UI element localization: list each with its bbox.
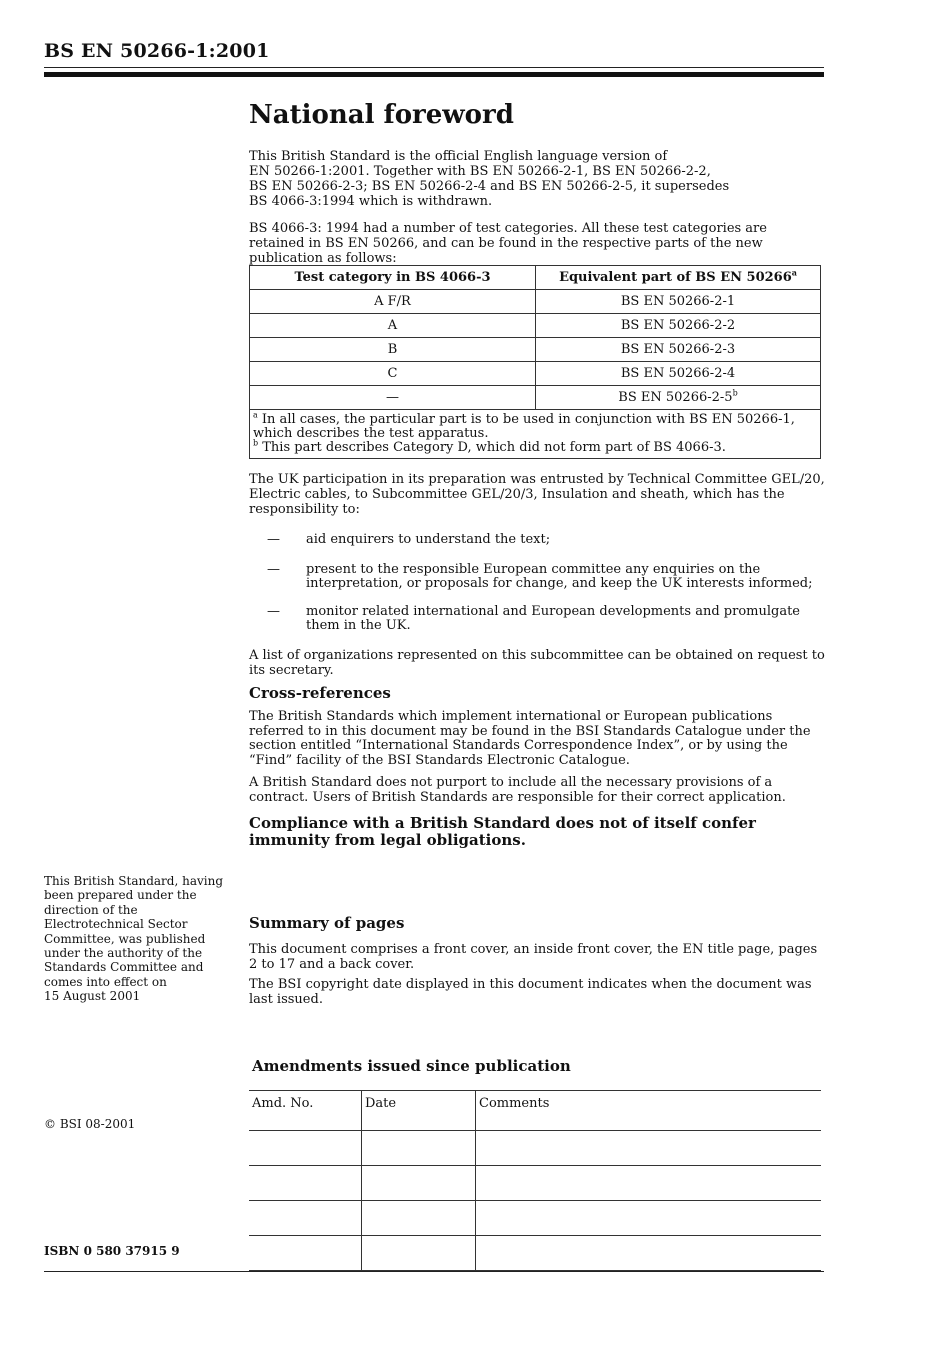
copyright-date-text: The BSI copyright date displayed in this document indicates when the document was last issued. <box>249 977 812 1007</box>
table-row <box>249 1201 821 1236</box>
sidebar-line: Committee, was published <box>44 931 206 946</box>
table-row <box>250 386 821 410</box>
table-row <box>249 1131 821 1166</box>
table-cell <box>362 1201 476 1236</box>
intro-line: EN 50266-1:2001. Together with BS EN 50266-2-1, BS EN 50266-2-2, <box>249 164 711 179</box>
table-cell: BS EN 50266-2-4 <box>536 362 821 386</box>
table-cell: BS EN 50266-2-3 <box>536 338 821 362</box>
table-cell <box>249 1131 362 1166</box>
sidebar-line: been prepared under the <box>44 888 197 903</box>
summary-text: This document comprises a front cover, an inside front cover, the EN title page, pages 2 to 17 and a back cover. <box>249 942 818 972</box>
list-item-text: monitor related international and European developments and promulgate them in the UK. <box>306 604 800 633</box>
category-table <box>249 265 821 459</box>
test-categories-text: BS 4066-3: 1994 had a number of test categories. All these test categories are retained in BS EN 50266, and can be found in the respective parts of the new publication as follows: <box>249 221 767 266</box>
table-notes-row <box>250 410 821 459</box>
list-item-text: aid enquirers to understand the text; <box>306 532 551 547</box>
table-cell <box>362 1166 476 1201</box>
page-title: National foreword <box>249 100 514 130</box>
dash-bullet: — <box>267 532 280 547</box>
sidebar-line: comes into effect on <box>44 974 167 989</box>
summary-paragraph <box>249 943 825 972</box>
table-header-cell: Date <box>362 1091 476 1131</box>
dash-bullet: — <box>267 562 280 577</box>
table-cell <box>362 1131 476 1166</box>
table-cell: — <box>250 386 536 410</box>
table-cell <box>249 1166 362 1201</box>
footer-rule <box>44 1271 824 1272</box>
table-row <box>250 314 821 338</box>
table-cell: A <box>250 314 536 338</box>
copyright-date-paragraph <box>249 978 825 1007</box>
table-row <box>250 290 821 314</box>
isbn: ISBN 0 580 37915 9 <box>44 1244 180 1258</box>
dash-bullet: — <box>267 604 280 619</box>
list-item <box>267 533 823 547</box>
table-cell: A F/R <box>250 290 536 314</box>
table-cell <box>476 1236 822 1271</box>
amendments-table <box>249 1090 821 1271</box>
compliance-statement: Compliance with a British Standard does not of itself confer immunity from legal obligations. <box>249 814 756 849</box>
footnote-mark: b <box>732 388 738 398</box>
sidebar-note <box>44 874 229 1004</box>
table-cell <box>362 1236 476 1271</box>
sidebar-line: Electrotechnical Sector <box>44 917 188 932</box>
table-header-cell: Test category in BS 4066-3 <box>250 266 536 290</box>
table-row <box>250 338 821 362</box>
table-row <box>249 1166 821 1201</box>
table-header-cell: Amd. No. <box>249 1091 362 1131</box>
header-rule-thin <box>44 67 824 68</box>
table-row <box>250 362 821 386</box>
sidebar-line: direction of the <box>44 902 138 917</box>
provisions-text: A British Standard does not purport to include all the necessary provisions of a contract. Users of British Standards are responsible for their correct application. <box>249 775 786 805</box>
cross-references-heading: Cross-references <box>249 684 391 702</box>
test-categories-paragraph <box>249 221 825 266</box>
cross-references-paragraph <box>249 710 825 768</box>
list-item <box>267 563 823 591</box>
table-cell <box>476 1131 822 1166</box>
table-notes <box>250 410 821 459</box>
header-rule-thick <box>44 72 824 77</box>
sidebar-line: 15 August 2001 <box>44 989 141 1004</box>
copyright-notice: © BSI 08-2001 <box>44 1117 136 1131</box>
summary-heading: Summary of pages <box>249 914 405 932</box>
provisions-paragraph <box>249 776 825 805</box>
sidebar-line: This British Standard, having <box>44 874 224 888</box>
table-cell <box>249 1236 362 1271</box>
participation-paragraph <box>249 472 825 517</box>
table-cell <box>249 1201 362 1236</box>
table-cell <box>476 1201 822 1236</box>
table-note: $^b$ This part describes Category D, which did not form part of BS 4066-3. <box>253 438 726 455</box>
table-cell: BS EN 50266-2-2 <box>536 314 821 338</box>
table-header-cell: Equivalent part of BS EN 50266$^a$ <box>536 266 821 290</box>
table-cell: C <box>250 362 536 386</box>
document-number: BS EN 50266-1:2001 <box>44 40 270 62</box>
table-cell <box>476 1166 822 1201</box>
table-note: $^a$ In all cases, the particular part is to be used in conjunction with BS EN 50266-1, which describes the test apparatus. <box>253 410 795 441</box>
cross-references-text: The British Standards which implement international or European publications referred to in this document may be found in the BSI Standards Catalogue under the section entitled “International Standards Correspondence Index”, or by using the “Find” facility of the BSI Standards Electronic Catalogue. <box>249 709 811 768</box>
list-item-text: present to the responsible European committee any enquiries on the interpretation, or proposals for change, and keep the UK interests informed; <box>306 562 813 591</box>
table-row <box>249 1236 821 1271</box>
table-header-row <box>249 1091 821 1131</box>
sidebar-line: Standards Committee and <box>44 960 204 975</box>
table-cell: B <box>250 338 536 362</box>
participation-text: The UK participation in its preparation was entrusted by Technical Committee GEL/20, Electric cables, to Subcommittee GEL/20/3, Insulation and sheath, which has the responsibility to: <box>249 472 825 517</box>
table-header-cell: Comments <box>476 1091 822 1131</box>
organizations-paragraph <box>249 648 825 678</box>
list-item <box>267 605 823 633</box>
table-header-row <box>250 266 821 290</box>
intro-paragraph <box>249 149 825 209</box>
intro-line: This British Standard is the official English language version of <box>249 149 668 164</box>
table-cell: BS EN 50266-2-1 <box>536 290 821 314</box>
table-cell: BS EN 50266-2-5$^b$ <box>536 386 821 410</box>
sidebar-line: under the authority of the <box>44 946 203 961</box>
amendments-heading: Amendments issued since publication <box>252 1057 571 1075</box>
organizations-text: A list of organizations represented on this subcommittee can be obtained on request to its secretary. <box>249 648 825 678</box>
footnote-mark: a <box>791 267 797 278</box>
intro-line: BS 4066-3:1994 which is withdrawn. <box>249 194 493 209</box>
intro-line: BS EN 50266-2-3; BS EN 50266-2-4 and BS EN 50266-2-5, it supersedes <box>249 179 730 194</box>
